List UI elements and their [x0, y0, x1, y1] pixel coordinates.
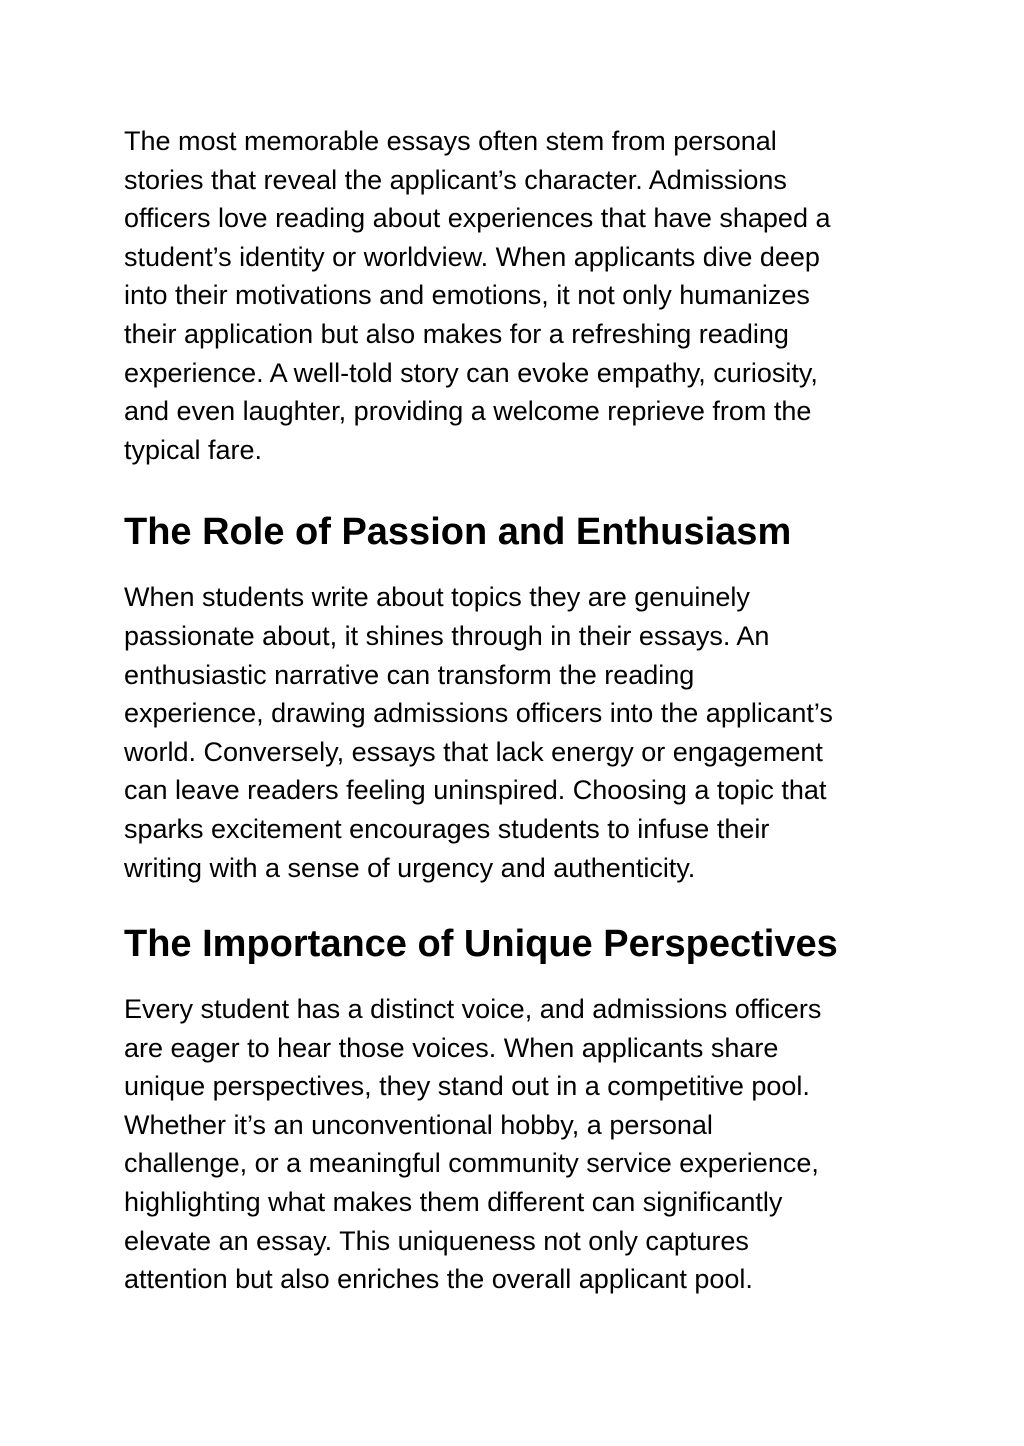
paragraph-line: into their motivations and emotions, it not only humanizes — [124, 280, 810, 311]
paragraph-line: stories that reveal the applicant’s character. Admissions — [124, 164, 787, 195]
section-heading-passion: The Role of Passion and Enthusiasm — [124, 511, 792, 554]
paragraph-line: highlighting what makes them different can significantly — [124, 1187, 783, 1218]
perspectives-paragraph — [124, 990, 904, 1299]
paragraph-line: officers love reading about experiences that have shaped a — [124, 203, 831, 234]
paragraph-line: can leave readers feeling uninspired. Choosing a topic that — [124, 775, 827, 806]
paragraph-line: writing with a sense of urgency and authenticity. — [124, 852, 696, 883]
paragraph-line: sparks excitement encourages students to infuse their — [124, 813, 770, 844]
paragraph-line: Whether it’s an unconventional hobby, a personal — [124, 1109, 713, 1140]
document-page — [124, 122, 904, 1299]
paragraph-line: Every student has a distinct voice, and admissions officers — [124, 994, 822, 1025]
section-heading-perspectives: The Importance of Unique Perspectives — [124, 923, 838, 966]
paragraph-line: their application but also makes for a refreshing reading — [124, 318, 789, 349]
paragraph-line: experience, drawing admissions officers into the applicant’s — [124, 698, 833, 729]
paragraph-line: unique perspectives, they stand out in a competitive pool. — [124, 1071, 810, 1102]
paragraph-line: passionate about, it shines through in their essays. An — [124, 620, 770, 651]
paragraph-line: enthusiastic narrative can transform the reading — [124, 659, 695, 690]
paragraph-line: The most memorable essays often stem from personal — [124, 126, 777, 156]
paragraph-line: experience. A well-told story can evoke empathy, curiosity, — [124, 357, 818, 388]
paragraph-line: When students write about topics they are genuinely — [124, 582, 750, 613]
paragraph-line: challenge, or a meaningful community service experience, — [124, 1148, 819, 1179]
paragraph-line: and even laughter, providing a welcome reprieve from the — [124, 396, 812, 427]
paragraph-line: are eager to hear those voices. When applicants share — [124, 1032, 779, 1063]
paragraph-line: attention but also enriches the overall applicant pool. — [124, 1264, 753, 1295]
passion-paragraph — [124, 578, 904, 887]
intro-paragraph — [124, 122, 904, 469]
paragraph-line: typical fare. — [124, 434, 263, 465]
paragraph-line: world. Conversely, essays that lack energy or engagement — [124, 736, 823, 767]
paragraph-line: student’s identity or worldview. When applicants dive deep — [124, 241, 820, 272]
paragraph-line: elevate an essay. This uniqueness not only captures — [124, 1225, 749, 1256]
